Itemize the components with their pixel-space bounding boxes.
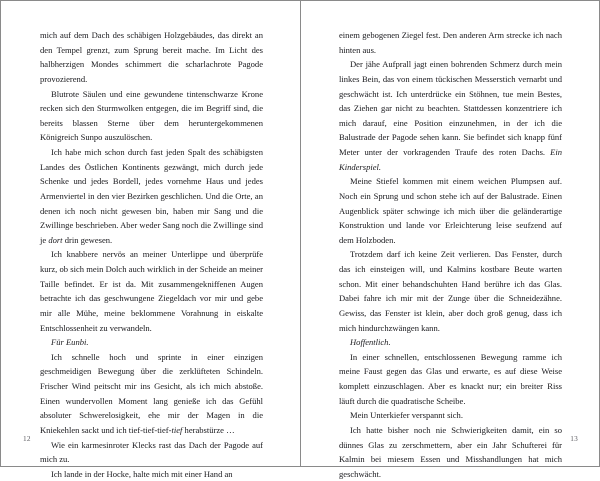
emphasis-run: Für Eunbi. <box>51 337 89 348</box>
page-left-folio: 12 <box>23 434 31 443</box>
page-right <box>301 1 600 479</box>
paragraph: Mein Unterkiefer verspannt sich. <box>350 410 463 421</box>
emphasis-run: Ein Kinderspiel. <box>339 147 562 172</box>
paragraph: Ich habe mich schon durch fast jeden Spalt des schäbigsten Landes des Östlichen Kontinents gezwängt, mich durch jede Schenke und jedes Bordell, jedes vornehme Haus und jedes Armenviertel in den vier Bezirken geschlichen. Und die Orte, an denen ich noch nicht gewesen bin, haben mir Sang und die Zwillinge beschrieben. Aber weder Sang noch die Zwillinge sind je dort drin gewesen. <box>40 147 263 245</box>
paragraph <box>40 335 263 350</box>
paragraph: Ich schnelle hoch und sprinte in einer einzigen geschmeidigen Bewegung über die zerklüfteten Schindeln. Frischer Wind peitscht mir ins Gesicht, als ich mich abstoße. Einen wundervollen Moment lang genieße ich das Gefühl absoluter Schwerelosigkeit, ehe mir der Magen in die Kniekehlen sackt und ich tief-tief-tief-tief herabstürze … <box>40 351 263 435</box>
paragraph: Trotzdem darf ich keine Zeit verlieren. Das Fenster, durch das ich einsteigen will, und Kalmins kostbare Beute warten schon. Mit einer behandschuhten Hand berühre ich das Glas. Dabei fahre ich mir mit der Zunge über die Schneidezähne. Gewiss, das Fenster ist klein, aber doch groß genug, dass ich mich hindurchzwängen kann. <box>339 249 562 333</box>
emphasis-run: dort <box>48 234 63 245</box>
paragraph: In einer schnellen, entschlossenen Bewegung ramme ich meine Faust gegen das Glas und erwarte, es auf diese Weise komplett einzuschlagen. Aber es knackt nur; ein breiter Riss läuft durch die quadratische Scheibe. <box>339 351 562 406</box>
paragraph: Meine Stiefel kommen mit einem weichen Plumpsen auf. Noch ein Sprung und schon stehe ich auf der Balustrade. Einen Augenblick später schwinge ich mich über die geländerartige Konstruktion und lande vor Erleichterung leise seufzend auf dem Holzboden. <box>339 176 562 245</box>
page-left-textblock <box>40 28 263 481</box>
page-left <box>1 1 300 479</box>
paragraph: Blutrote Säulen und eine gewundene tintenschwarze Krone recken sich den Sturmwolken entgegen, die im Begriff sind, die bereits blassen Sterne über dem heruntergekommenen Königreich Sunpo auszulöschen. <box>40 88 263 143</box>
emphasis-run: tief <box>171 424 183 435</box>
paragraph: Ich lande in der Hocke, halte mich mit einer Hand an <box>51 468 233 479</box>
page-right-folio: 13 <box>570 434 578 443</box>
paragraph: Ich hatte bisher noch nie Schwierigkeiten damit, ein so dünnes Glas zu zerschmettern, aber ein Jahr Schufterei für Kalmin bei miesem Essen und Misshandlungen hat mich geschwächt. <box>339 424 562 479</box>
page-right-textblock <box>339 28 562 481</box>
paragraph: Der jähe Aufprall jagt einen bohrenden Schmerz durch mein linkes Bein, das von einem tückischen Messerstich vernarbt und geschwächt ist. Ich unterdrücke ein Stöhnen, tue mein Bestes, das Ziehen gar nicht zu beachten. Stattdessen konzentriere ich mich darauf, eine Position einzunehmen, in der ich die Balustrade der Pagode sehen kann. Sie befindet sich knapp fünf Meter unter der vorkragenden Traufe des roten Dachs. Ein Kinderspiel. <box>339 59 562 172</box>
paragraph <box>339 335 562 350</box>
emphasis-run: Hoffentlich. <box>350 337 391 348</box>
paragraph: einem gebogenen Ziegel fest. Den anderen Arm strecke ich nach hinten aus. <box>339 30 562 55</box>
paragraph: mich auf dem Dach des schäbigen Holzgebäudes, das direkt an den Tempel grenzt, zum Sprung bereit mache. Im Licht des halbherzigen Mondes schimmert die scharlachrote Pagode provozierend. <box>40 30 263 84</box>
paragraph: Wie ein karmesinroter Klecks rast das Dach der Pagode auf mich zu. <box>40 439 263 465</box>
paragraph: Ich knabbere nervös an meiner Unterlippe und überprüfe kurz, ob sich mein Dolch auch wirklich in der Scheide an meiner Taille befindet. Er ist da. Mit zusammengekniffenen Augen betrachte ich das geschwungene Ziegeldach vor mir und gebe mir alle Mühe, meine beklommene Vorahnung in eiskalte Entschlossenheit zu verwandeln. <box>40 249 263 333</box>
